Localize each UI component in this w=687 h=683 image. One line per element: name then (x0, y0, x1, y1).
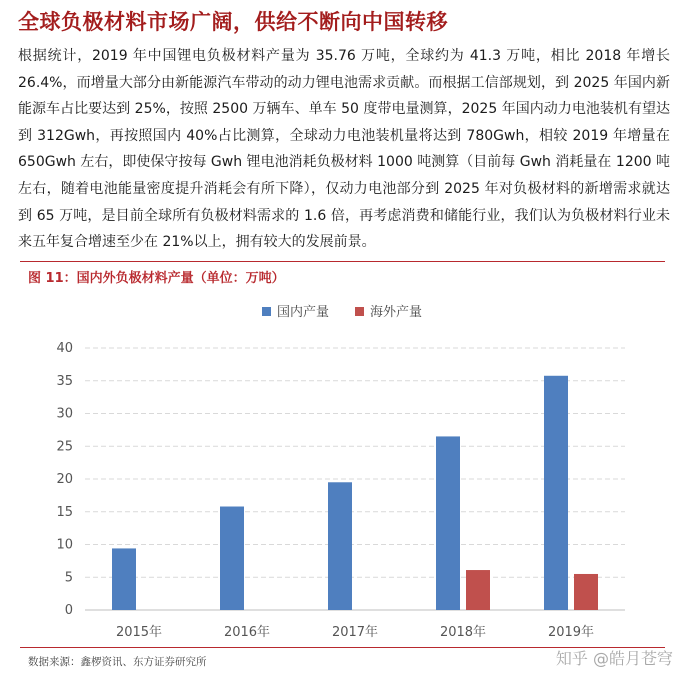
y-tick-label: 30 (56, 406, 73, 422)
y-tick-label: 20 (56, 472, 73, 487)
x-tick-label: 2017年 (331, 625, 379, 640)
x-tick-label: 2019年 (547, 625, 595, 640)
legend-label: 海外产量 (370, 305, 423, 320)
y-tick-label: 10 (56, 537, 73, 553)
x-tick-label: 2018年 (439, 625, 487, 640)
x-tick-label: 2015年 (115, 625, 163, 640)
section-heading: 全球负极材料市场广阔，供给不断向中国转移 (18, 10, 448, 34)
y-tick-label: 25 (56, 439, 73, 455)
caption-divider (20, 261, 665, 262)
legend-label: 国内产量 (277, 305, 330, 320)
production-bar-chart (0, 290, 687, 645)
watermark: 知乎 @皓月苍穹 (555, 649, 673, 668)
body-paragraph: 根据统计，2019 年中国锂电负极材料产量为 35.76 万吨，全球约为 41.3 万吨，相比 2018 年增长 26.4%，而增量大部分由新能源汽车带动的动力锂电池需求贡献。而根据工信部规划，到 2025 年国内新能源车占比要达到 25%，按照 2500 万辆车、单车 50 度带电量测算，2025 年国内动力电池装机有望达到 312Gwh，再按照国内 40%占比测算，全球动力电池装机量将达到 780Gwh，相较 2019 年增量在 650Gwh 左右，即使保守按每 Gwh 锂电池消耗负极材料 1000 吨测算（目前每 Gwh 消耗量在 1200 吨左右，随着电池能量密度提升消耗会有所下降），仅动力电池部分到 2025 年对负极材料的新增需求就达到 65 万吨，是目前全球所有负极材料需求的 1.6 倍，再考虑消费和储能行业，我们认为负极材料行业未来五年复合增速至少在 21%以上，拥有较大的发展前景。 (18, 48, 670, 251)
bar-domestic (544, 376, 568, 610)
legend-swatch (262, 307, 271, 316)
y-tick-label: 0 (64, 603, 73, 618)
source-note: 数据来源：鑫椤资讯、东方证券研究所 (28, 656, 207, 668)
y-tick-label: 15 (56, 504, 73, 520)
bar-overseas (574, 574, 598, 610)
bar-domestic (112, 548, 136, 610)
y-tick-label: 40 (56, 341, 73, 356)
y-tick-label: 5 (64, 570, 73, 586)
x-tick-label: 2016年 (223, 625, 271, 640)
legend-swatch (355, 307, 364, 316)
bar-overseas (466, 570, 490, 610)
figure-caption: 图 11：国内外负极材料产量（单位：万吨） (28, 271, 285, 286)
bar-domestic (436, 436, 460, 610)
bar-domestic (220, 507, 244, 610)
y-tick-label: 35 (56, 373, 73, 389)
bar-domestic (328, 482, 352, 610)
